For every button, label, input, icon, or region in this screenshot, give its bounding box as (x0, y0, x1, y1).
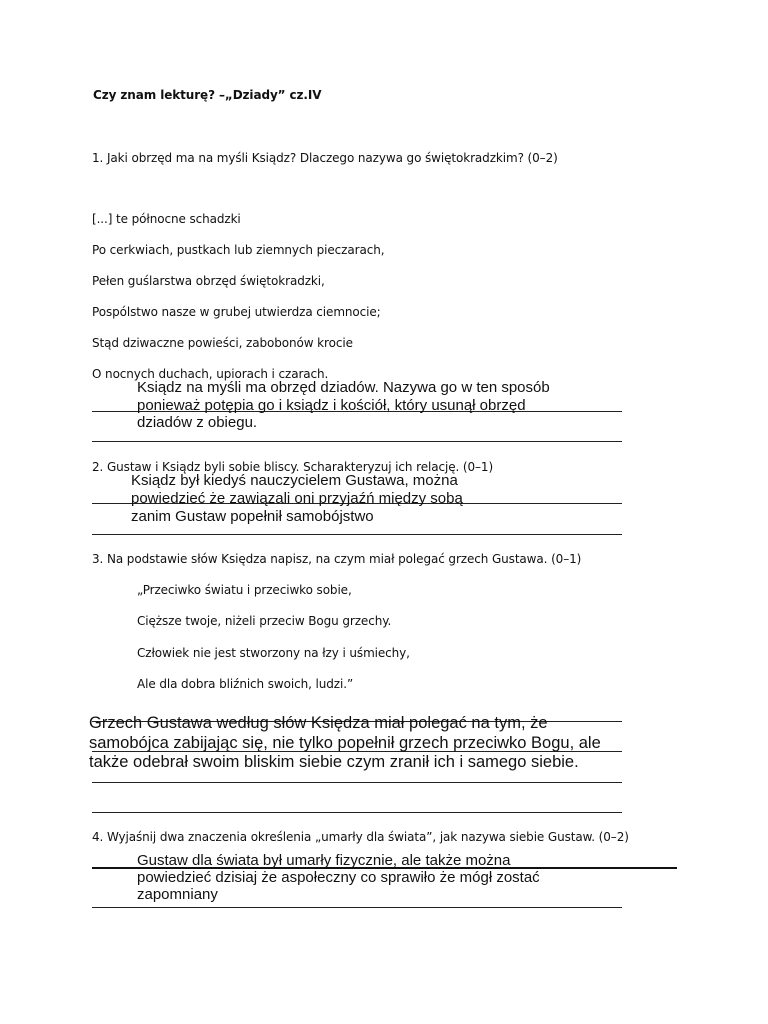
q3-answer-line-4 (92, 812, 622, 813)
question-3: 3. Na podstawie słów Księdza napisz, na czym miał polegać grzech Gustawa. (0–1) (92, 552, 582, 566)
question-1: 1. Jaki obrzęd ma na myśli Ksiądz? Dlaczego nazywa go świętokradzkim? (0–2) (92, 151, 558, 165)
q1-quote-line-6: O nocnych duchach, upiorach i czarach. (92, 367, 329, 381)
q3-answer-line-3 (92, 782, 622, 783)
q1-quote-line-1: [...] te północne schadzki (92, 212, 241, 226)
q1-answer-line-b: ponieważ potępia go i ksiądz i kościół, który usunął obrzęd (137, 397, 526, 414)
q1-answer-line-c: dziadów z obiegu. (137, 414, 258, 431)
q3-quote-line-2: Cięższe twoje, niżeli przeciw Bogu grzechy. (137, 614, 392, 628)
q1-quote-line-5: Stąd dziwaczne powieści, zabobonów krocie (92, 336, 353, 350)
q3-quote-line-4: Ale dla dobra bliźnich swoich, ludzi.” (137, 677, 354, 691)
q4-answer-line-c: zapomniany (137, 886, 218, 903)
q2-answer-line-b: powiedzieć że zawiązali oni przyjaźń między sobą (131, 490, 463, 507)
q3-answer-line-b: samobójca zabijając się, nie tylko popełnił grzech przeciwko Bogu, ale (89, 734, 601, 752)
q4-answer-line-2 (92, 907, 622, 908)
document-title: Czy znam lekturę? –„Dziady” cz.IV (93, 88, 322, 102)
question-2: 2. Gustaw i Ksiądz byli sobie bliscy. Scharakteryzuj ich relację. (0–1) (92, 460, 494, 474)
q3-answer-line-c: także odebrał swoim bliskim siebie czym zranił ich i samego siebie. (89, 753, 579, 771)
q1-answer-line-2 (92, 441, 622, 442)
q4-answer-line-a: Gustaw dla świata był umarły fizycznie, ale także można (137, 852, 511, 869)
q1-answer-line-a: Ksiądz na myśli ma obrzęd dziadów. Nazywa go w ten sposób (137, 379, 550, 396)
q1-quote-line-2: Po cerkwiach, pustkach lub ziemnych pieczarach, (92, 243, 385, 257)
q2-answer-line-2 (92, 534, 622, 535)
q1-quote-line-3: Pełen guślarstwa obrzęd świętokradzki, (92, 274, 325, 288)
q3-answer-line-a: Grzech Gustawa według słów Księdza miał polegać na tym, że (89, 714, 548, 732)
q4-answer-line-b: powiedzieć dzisiaj że aspołeczny co sprawiło że mógł zostać (137, 869, 540, 886)
q3-quote-line-1: „Przeciwko światu i przeciwko sobie, (137, 583, 352, 597)
question-4: 4. Wyjaśnij dwa znaczenia określenia „umarły dla świata”, jak nazywa siebie Gustaw. (0–2) (92, 830, 629, 844)
q1-quote-line-4: Pospólstwo nasze w grubej utwierdza ciemnocie; (92, 305, 381, 319)
q3-quote-line-3: Człowiek nie jest stworzony na łzy i uśmiechy, (137, 646, 410, 660)
q2-answer-line-c: zanim Gustaw popełnił samobójstwo (131, 508, 374, 525)
q2-answer-line-a: Ksiądz był kiedyś nauczycielem Gustawa, można (131, 472, 458, 489)
